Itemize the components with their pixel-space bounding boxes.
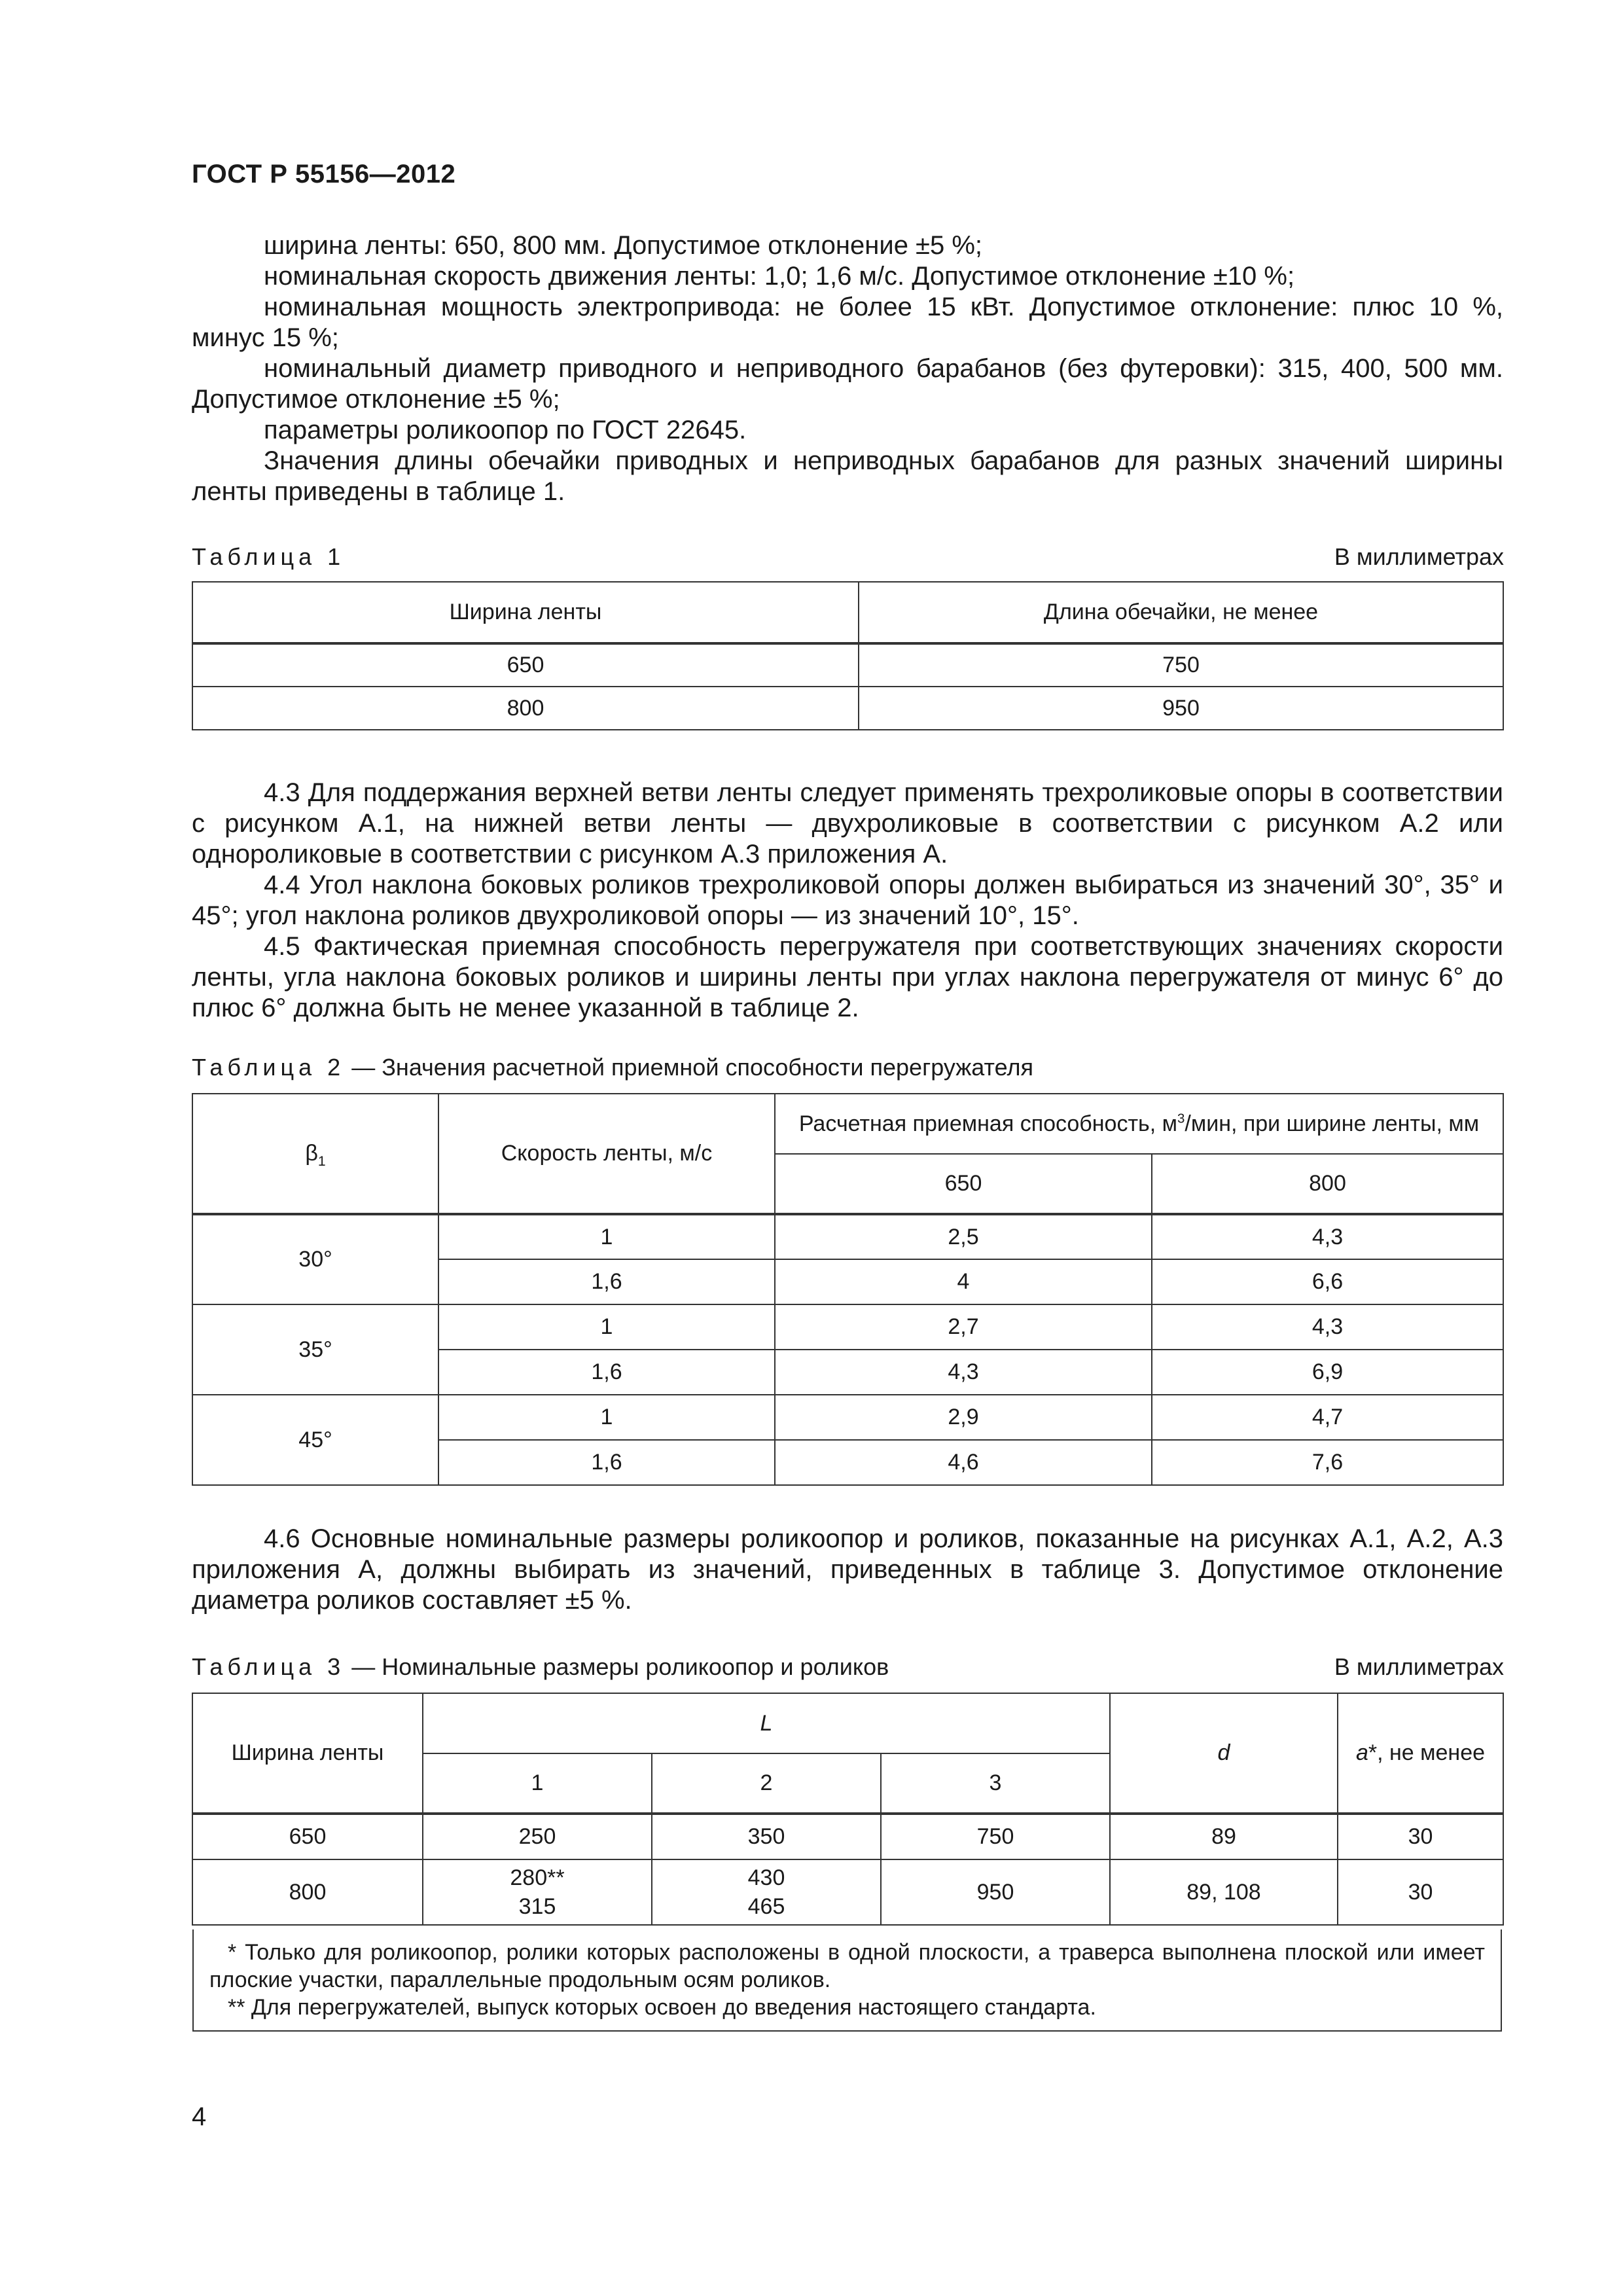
table3-header-L3: 3 xyxy=(881,1753,1110,1814)
table2-cell: 1,6 xyxy=(438,1259,775,1304)
table1-caption: Таблица 1 xyxy=(192,543,346,570)
paragraph-belt-width: ширина ленты: 650, 800 мм. Допустимое отклонение ±5 %; xyxy=(264,231,983,260)
table3-cell: 350 xyxy=(652,1814,881,1859)
table2-cell: 2,5 xyxy=(775,1214,1152,1259)
table2-cell: 6,9 xyxy=(1152,1350,1503,1395)
table3-cell: 800 xyxy=(192,1859,423,1925)
table2-header-capacity: Расчетная приемная способность, $м^3$/мин, при ширине ленты, мм xyxy=(775,1094,1503,1154)
paragraph-4-3: 4.3 Для поддержания верхней ветви ленты следует применять трехроликовые опоры в соответствии с рисунком А.1, на нижней ветви ленты — двухроликовые в соответствии с рисунком А.2 или однороликовые в соответствии с рисунком А.3 приложения А. xyxy=(192,778,1503,869)
table3-cell: 430 465 xyxy=(652,1859,881,1925)
table2-cell: 4,3 xyxy=(775,1350,1152,1395)
table3-cell: 30 xyxy=(1338,1859,1503,1925)
table2-cell: 1 xyxy=(438,1214,775,1259)
table2-angle: 35° xyxy=(192,1304,438,1395)
table2-cell: 1 xyxy=(438,1395,775,1440)
table1-cell: 950 xyxy=(859,687,1503,730)
table3 xyxy=(192,1693,1504,1926)
paragraph-4-5: 4.5 Фактическая приемная способность перегружателя при соответствующих значениях скорости ленты, угла наклона боковых роликов и ширины ленты при углах наклона перегружателя от минус 6° до плюс 6° должна быть не менее указанной в таблице 2. xyxy=(192,932,1503,1022)
paragraph-4-4: 4.4 Угол наклона боковых роликов трехроликовой опоры должен выбираться из значений 30°, 35° и 45°; угол наклона роликов двухроликовой опоры — из значений 10°, 15°. xyxy=(192,870,1503,930)
table1-cell: 750 xyxy=(859,643,1503,687)
footnote-2: ** Для перегружателей, выпуск которых освоен до введения настоящего стандарта. xyxy=(228,1995,1096,2020)
table2-header-speed: Скорость ленты, м/с xyxy=(438,1094,775,1214)
table-row xyxy=(192,643,1503,687)
table-row xyxy=(192,1304,1503,1350)
table2-header-beta: $\beta_1$ xyxy=(192,1094,438,1214)
table3-header-d: d xyxy=(1110,1693,1338,1814)
table2-cell: 4,3 xyxy=(1152,1304,1503,1350)
table2-cell: 1,6 xyxy=(438,1440,775,1485)
table2 xyxy=(192,1093,1504,1486)
table2-cell: 7,6 xyxy=(1152,1440,1503,1485)
table2-angle: 45° xyxy=(192,1395,438,1485)
document-header: ГОСТ Р 55156—2012 xyxy=(192,160,456,188)
table2-cell: 4 xyxy=(775,1259,1152,1304)
table3-cell: 89, 108 xyxy=(1110,1859,1338,1925)
paragraph-power: номинальная мощность электропривода: не более 15 кВт. Допустимое отклонение: плюс 10 %, минус 15 %; xyxy=(192,293,1503,352)
table1-cell: 650 xyxy=(192,643,859,687)
table3-cell: 250 xyxy=(423,1814,652,1859)
table-row xyxy=(192,687,1503,730)
table2-cell: 4,7 xyxy=(1152,1395,1503,1440)
paragraph-drum: номинальный диаметр приводного и неприводного барабанов (без футеровки): 315, 400, 500 мм. Допустимое отклонение ±5 %; xyxy=(192,354,1503,414)
table3-caption: Таблица 3 — Номинальные размеры роликоопор и роликов xyxy=(192,1653,889,1680)
paragraph-belt-speed: номинальная скорость движения ленты: 1,0; 1,6 м/с. Допустимое отклонение ±10 %; xyxy=(264,262,1295,291)
paragraph-idlers: параметры роликоопор по ГОСТ 22645. xyxy=(264,416,747,444)
table1-unit: В миллиметрах xyxy=(1334,543,1504,570)
table3-cell: 89 xyxy=(1110,1814,1338,1859)
table2-angle: 30° xyxy=(192,1214,438,1304)
table2-header-w650: 650 xyxy=(775,1154,1152,1214)
table3-cell: 280** 315 xyxy=(423,1859,652,1925)
table-row xyxy=(192,1395,1503,1440)
table3-header-L: L xyxy=(423,1693,1110,1753)
page-number: 4 xyxy=(192,2102,207,2131)
footnote-1: * Только для роликоопор, ролики которых расположены в одной плоскости, а траверса выполнена плоской или имеет плоские участки, параллельные продольным осям роликов. xyxy=(209,1940,1485,1992)
table-row xyxy=(192,1214,1503,1259)
table1-header-length: Длина обечайки, не менее xyxy=(859,582,1503,643)
table-row xyxy=(192,1859,1503,1925)
table-row xyxy=(192,1814,1503,1859)
table1-header-width: Ширина ленты xyxy=(192,582,859,643)
table2-cell: 4,6 xyxy=(775,1440,1152,1485)
table3-cell: 950 xyxy=(881,1859,1110,1925)
paragraph-4-6: 4.6 Основные номинальные размеры роликоопор и роликов, показанные на рисунках А.1, А.2, А.3 приложения А, должны выбирать из значений, приведенных в таблице 3. Допустимое отклонение диаметра роликов составляет ±5 %. xyxy=(192,1524,1503,1615)
table2-cell: 2,9 xyxy=(775,1395,1152,1440)
table2-cell: 1,6 xyxy=(438,1350,775,1395)
table1 xyxy=(192,581,1504,730)
table2-header-w800: 800 xyxy=(1152,1154,1503,1214)
table2-cell: 1 xyxy=(438,1304,775,1350)
table3-cell: 750 xyxy=(881,1814,1110,1859)
table3-header-width: Ширина ленты xyxy=(192,1693,423,1814)
table3-footnotes xyxy=(192,1929,1502,2032)
table3-cell: 650 xyxy=(192,1814,423,1859)
table3-unit: В миллиметрах xyxy=(1334,1653,1504,1680)
table3-header-a: a*, не менее xyxy=(1338,1693,1503,1814)
table3-cell: 30 xyxy=(1338,1814,1503,1859)
table2-cell: 4,3 xyxy=(1152,1214,1503,1259)
table2-caption: Таблица 2 — Значения расчетной приемной способности перегружателя xyxy=(192,1054,1033,1081)
table2-cell: 2,7 xyxy=(775,1304,1152,1350)
table2-cell: 6,6 xyxy=(1152,1259,1503,1304)
paragraph-shell: Значения длины обечайки приводных и неприводных барабанов для разных значений ширины ленты приведены в таблице 1. xyxy=(192,446,1503,506)
table3-header-L2: 2 xyxy=(652,1753,881,1814)
table3-header-L1: 1 xyxy=(423,1753,652,1814)
table1-cell: 800 xyxy=(192,687,859,730)
